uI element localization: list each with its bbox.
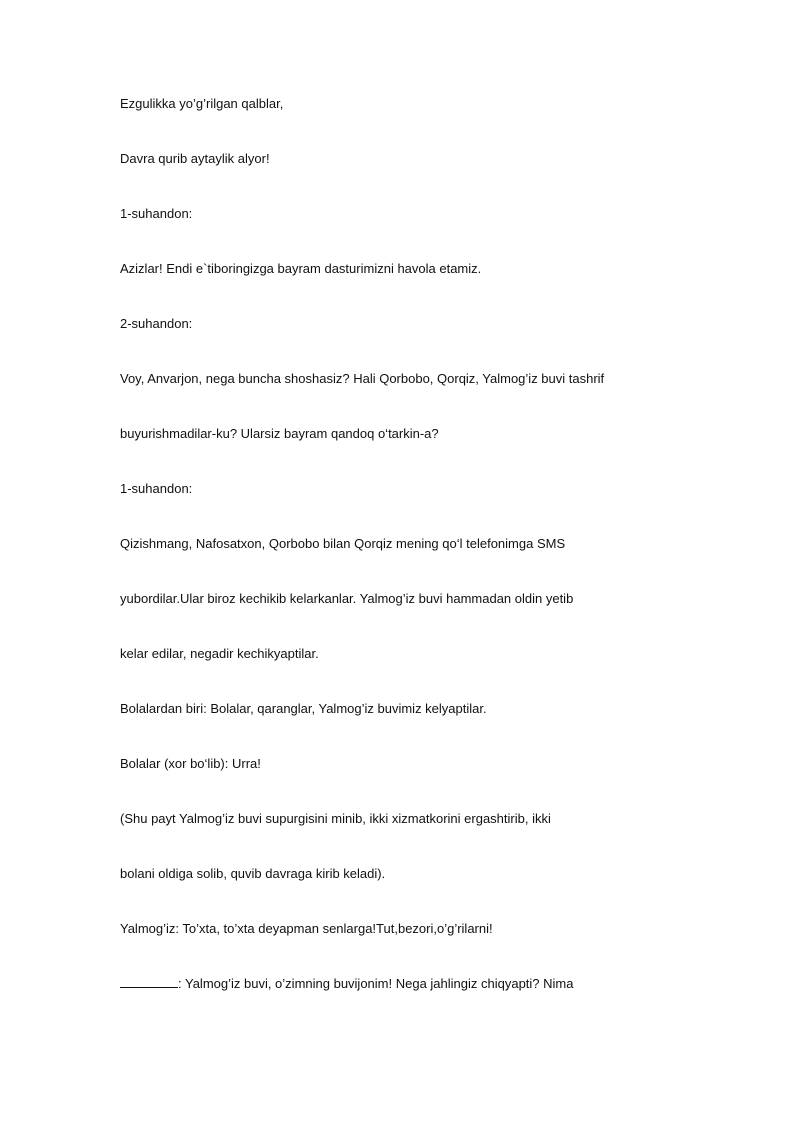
speaker-label: 2-suhandon: xyxy=(120,316,193,331)
speaker-label: 1-suhandon: xyxy=(120,481,193,496)
text-line: (Shu payt Yalmog’iz buvi supurgisini minib, ikki xizmatkorini ergashtirib, ikki xyxy=(120,811,551,826)
text-line: bolani oldiga solib, quvib davraga kirib keladi). xyxy=(120,866,386,881)
speaker-label: 1-suhandon: xyxy=(120,206,193,221)
text-line: Azizlar! Endi e`tiboringizga bayram dasturimizni havola etamiz. xyxy=(120,261,482,276)
text-line: Bolalar (xor bo‘lib): Urra! xyxy=(120,756,261,771)
text-line: Qizishmang, Nafosatxon, Qorbobo bilan Qorqiz mening qo‘l telefonimga SMS xyxy=(120,536,566,551)
text-line: Ezgulikka yo’g’rilgan qalblar, xyxy=(120,96,284,111)
text-line: Yalmog’iz: To’xta, to’xta deyapman senlarga!Tut,bezori,o’g’rilarni! xyxy=(120,921,493,936)
text-line: Bolalardan biri: Bolalar, qaranglar, Yalmog’iz buvimiz kelyaptilar. xyxy=(120,701,487,716)
text-line: Davra qurib aytaylik alyor! xyxy=(120,151,270,166)
text-line: kelar edilar, negadir kechikyaptilar. xyxy=(120,646,319,661)
text-line: yubordilar.Ular biroz kechikib kelarkanlar. Yalmog’iz buvi hammadan oldin yetib xyxy=(120,591,574,606)
text-line: buyurishmadilar-ku? Ularsiz bayram qandoq o‘tarkin-a? xyxy=(120,426,439,441)
blank-underline xyxy=(120,976,178,988)
text-line xyxy=(120,976,573,992)
text-line-content: : Yalmog’iz buvi, o’zimning buvijonim! Nega jahlingiz chiqyapti? Nima xyxy=(178,976,574,991)
text-line: Voy, Anvarjon, nega buncha shoshasiz? Hali Qorbobo, Qorqiz, Yalmog’iz buvi tashrif xyxy=(120,371,605,386)
